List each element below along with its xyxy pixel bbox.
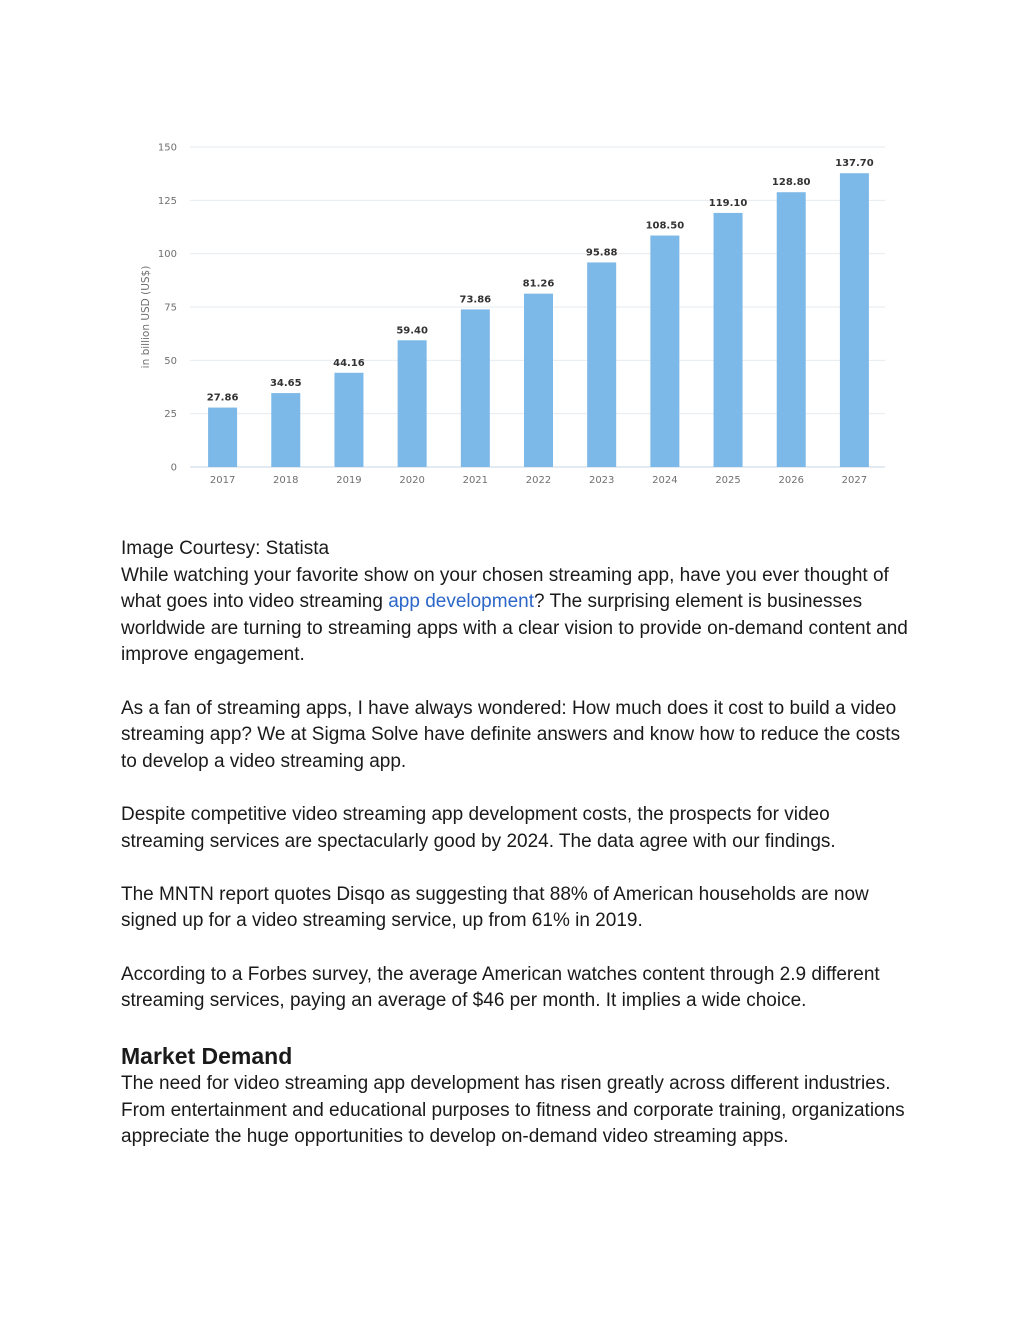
bar: [714, 213, 743, 467]
paragraph-cost-question: As a fan of streaming apps, I have always wondered: How much does it cost to build a video streaming app? We at Sigma Solve have definite answers and know how to reduce the costs to develop a video streaming app.: [121, 697, 901, 772]
x-tick-label: 2024: [652, 475, 678, 486]
app-development-link[interactable]: app development: [388, 591, 534, 613]
paragraph-mntn-report: The MNTN report quotes Disqo as suggesting that 88% of American households are now signed up for a video streaming service, up from 61% in 2019.: [121, 883, 869, 932]
x-tick-label: 2018: [273, 475, 299, 486]
bar-value-label: 59.40: [396, 325, 428, 337]
y-tick-label: 125: [157, 195, 177, 207]
intro-text-end: ? The surprising element is businesses worldwide are turning to streaming apps with a clear vision to provide on-demand content and improve engagement.: [121, 591, 908, 666]
y-axis-label: in billion USD (US$): [140, 265, 152, 369]
paragraph-market-demand: The need for video streaming app development has risen greatly across different industries. From entertainment and educational purposes to fitness and corporate training, organizations appreciate the huge opportunities to develop on-demand video streaming apps.: [121, 1073, 905, 1148]
y-tick-label: 75: [164, 302, 177, 314]
bar: [587, 262, 616, 467]
bar-value-label: 73.86: [459, 294, 492, 306]
x-tick-label: 2026: [778, 475, 804, 486]
bar: [334, 373, 363, 467]
bar: [777, 192, 806, 467]
paragraph-prospects: Despite competitive video streaming app development costs, the prospects for video streaming services are spectacularly good by 2024. The data agree with our findings.: [121, 803, 836, 852]
x-tick-label: 2021: [462, 475, 489, 486]
bar: [208, 408, 237, 467]
bar: [271, 393, 300, 467]
x-tick-label: 2023: [588, 475, 615, 486]
section-heading-market-demand: Market Demand: [121, 1043, 293, 1070]
y-tick-label: 50: [164, 355, 177, 367]
market-revenue-bar-chart: [130, 128, 900, 500]
bar: [461, 309, 490, 467]
bar: [840, 173, 869, 467]
bar-value-label: 137.70: [835, 158, 874, 170]
y-tick-label: 100: [157, 249, 177, 261]
intro-paragraph: [121, 563, 911, 669]
bar-value-label: 27.86: [206, 392, 239, 404]
y-tick-label: 150: [157, 142, 177, 154]
article-body: [121, 536, 911, 1178]
x-tick-label: 2017: [209, 475, 236, 486]
y-tick-label: 0: [170, 462, 177, 474]
bar-value-label: 44.16: [333, 357, 365, 369]
bar-value-label: 95.88: [585, 247, 618, 259]
paragraph-forbes-survey: According to a Forbes survey, the average American watches content through 2.9 different streaming services, paying an average of $46 per month. It implies a wide choice.: [121, 963, 880, 1012]
bar-value-label: 108.50: [645, 220, 685, 232]
bar-value-label: 128.80: [771, 177, 811, 189]
bar-value-label: 81.26: [522, 278, 555, 290]
x-tick-label: 2027: [841, 475, 868, 486]
x-tick-label: 2025: [715, 475, 741, 486]
intro-text-start: While watching your favorite show on your chosen streaming app, have you ever thought of what goes into video streaming: [121, 564, 889, 613]
x-tick-label: 2019: [336, 475, 362, 486]
bar: [650, 236, 679, 467]
x-tick-label: 2020: [399, 475, 425, 486]
bar: [524, 294, 553, 467]
x-tick-label: 2022: [525, 475, 552, 486]
bar-value-label: 119.10: [708, 197, 748, 209]
image-caption: Image Courtesy: Statista: [121, 538, 330, 559]
y-tick-label: 25: [164, 409, 177, 421]
bar-value-label: 34.65: [269, 378, 302, 390]
bar: [398, 340, 427, 467]
